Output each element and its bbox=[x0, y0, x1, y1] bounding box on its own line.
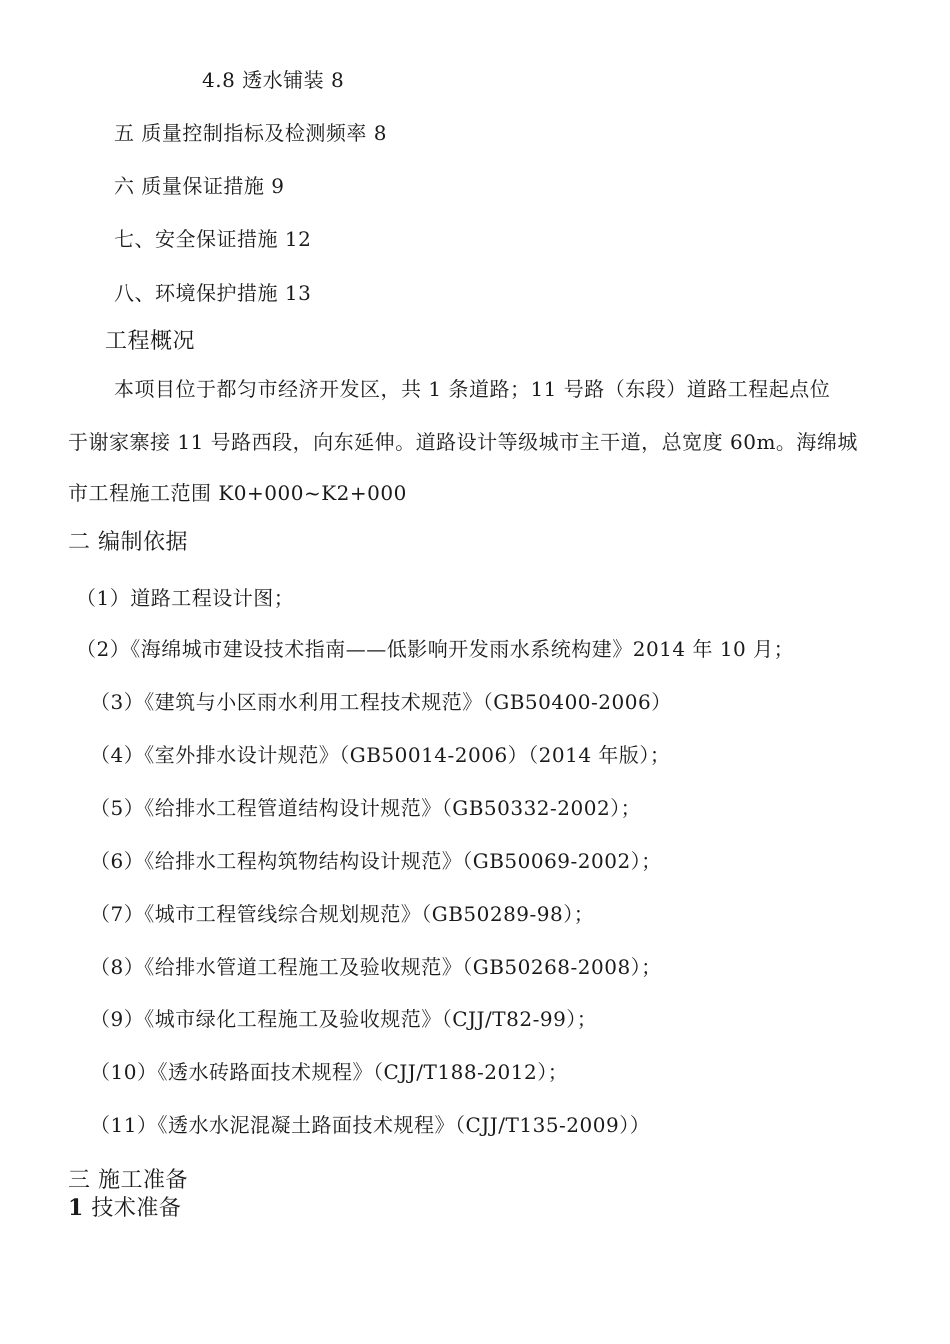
basis-item-10: （10）《透水砖路面技术规程》（CJJ/T188-2012）； bbox=[90, 1060, 569, 1084]
basis-item-2: （2）《海绵城市建设技术指南——低影响开发雨水系统构建》2014 年 10 月； bbox=[76, 637, 795, 661]
prep-subheading bbox=[68, 1196, 181, 1221]
basis-item-11: （11）《透水水泥混凝土路面技术规程》（CJJ/T135-2009）） bbox=[90, 1113, 651, 1137]
basis-item-6: （6）《给排水工程构筑物结构设计规范》（GB50069-2002）； bbox=[90, 849, 662, 873]
toc-entry-7: 七、安全保证措施 12 bbox=[114, 227, 312, 251]
basis-item-4: （4）《室外排水设计规范》（GB50014-2006）（2014 年版）； bbox=[90, 743, 671, 767]
basis-item-8: （8）《给排水管道工程施工及验收规范》（GB50268-2008）； bbox=[90, 955, 662, 979]
basis-heading: 二 编制依据 bbox=[68, 530, 188, 555]
prep-heading: 三 施工准备 bbox=[68, 1168, 188, 1193]
prep-subheading-number: 1 bbox=[68, 1195, 84, 1221]
overview-paragraph-line-2: 于谢家寨接 11 号路西段，向东延伸。道路设计等级城市主干道，总宽度 60m。海绵城 bbox=[68, 430, 858, 454]
basis-item-1: （1）道路工程设计图； bbox=[76, 586, 295, 610]
overview-paragraph-line-3: 市工程施工范围 K0+000~K2+000 bbox=[68, 481, 407, 505]
prep-subheading-title: 技术准备 bbox=[91, 1196, 182, 1221]
basis-item-7: （7）《城市工程管线综合规划规范》（GB50289-98）； bbox=[90, 902, 595, 926]
basis-item-5: （5）《给排水工程管道结构设计规范》（GB50332-2002）； bbox=[90, 796, 642, 820]
basis-item-3: （3）《建筑与小区雨水利用工程技术规范》（GB50400-2006） bbox=[90, 690, 672, 714]
toc-entry-4-8: 4.8 透水铺装 8 bbox=[202, 68, 345, 92]
toc-entry-8: 八、环境保护措施 13 bbox=[114, 281, 312, 305]
overview-heading: 工程概况 bbox=[105, 329, 196, 354]
basis-item-9: （9）《城市绿化工程施工及验收规范》（CJJ/T82-99）； bbox=[90, 1007, 598, 1031]
toc-entry-6: 六 质量保证措施 9 bbox=[114, 174, 285, 198]
toc-entry-5: 五 质量控制指标及检测频率 8 bbox=[114, 121, 387, 145]
overview-paragraph-line-1: 本项目位于都匀市经济开发区，共 1 条道路；11 号路（东段）道路工程起点位 bbox=[114, 377, 831, 401]
